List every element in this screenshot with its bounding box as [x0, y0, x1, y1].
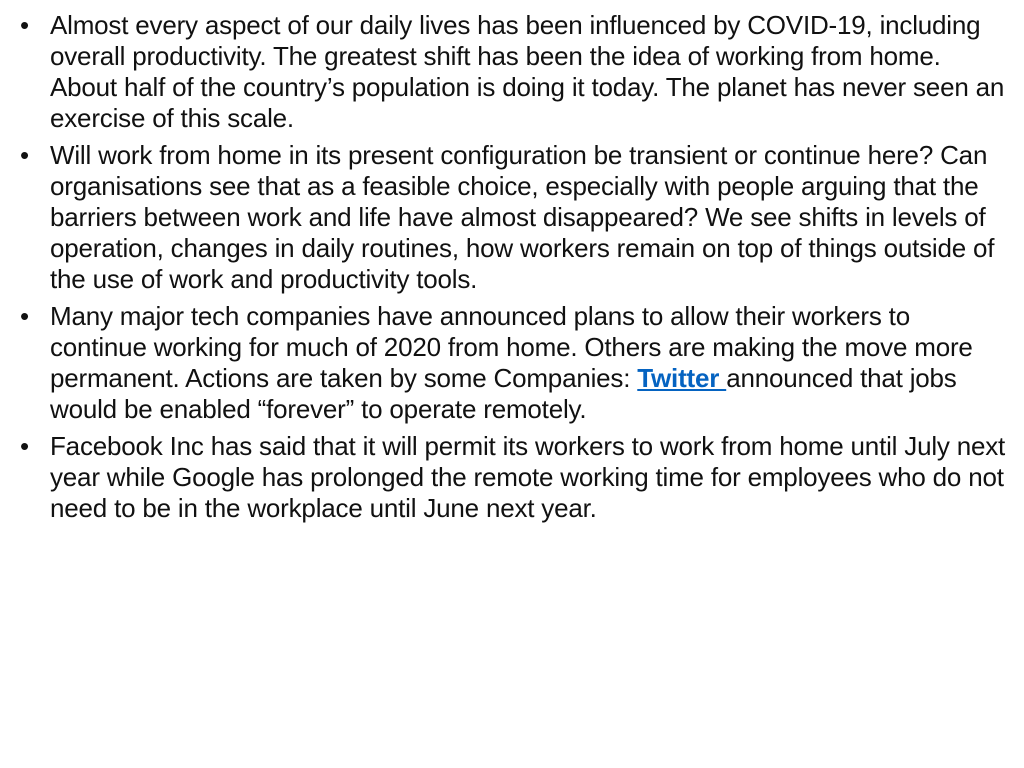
- bullet-list: [18, 10, 1010, 524]
- bullet-icon: •: [20, 431, 29, 461]
- bullet-text: Will work from home in its present configuration be transient or continue here? Can organisations see that as a feasible choice, especially with people arguing that the barriers between work and life have almost disappeared? We see shifts in levels of operation, changes in daily routines, how workers remain on top of things outside of the use of work and productivity tools.: [50, 140, 995, 294]
- bullet-text: [50, 301, 973, 424]
- twitter-link[interactable]: Twitter: [637, 363, 727, 393]
- bullet-icon: •: [20, 140, 29, 170]
- bullet-text: Almost every aspect of our daily lives has been influenced by COVID-19, including overall productivity. The greatest shift has been the idea of working from home. About half of the country’s population is doing it today. The planet has never seen an exercise of this scale.: [50, 10, 1005, 133]
- bullet-text-after-link: announced that jobs would be enabled “forever” to operate remotely.: [50, 363, 957, 424]
- bullet-icon: •: [20, 301, 29, 331]
- bullet-item: [18, 140, 1010, 295]
- bullet-item: [18, 431, 1010, 524]
- bullet-icon: •: [20, 10, 29, 40]
- bullet-item: [18, 10, 1010, 134]
- bullet-item: [18, 301, 1010, 425]
- bullet-text-before-link: Many major tech companies have announced plans to allow their workers to continue working for much of 2020 from home. Others are making the move more permanent. Actions are taken by some Companies:: [50, 301, 973, 393]
- bullet-text: Facebook Inc has said that it will permit its workers to work from home until July next year while Google has prolonged the remote working time for employees who do not need to be in the workplace until June next year.: [50, 431, 1006, 523]
